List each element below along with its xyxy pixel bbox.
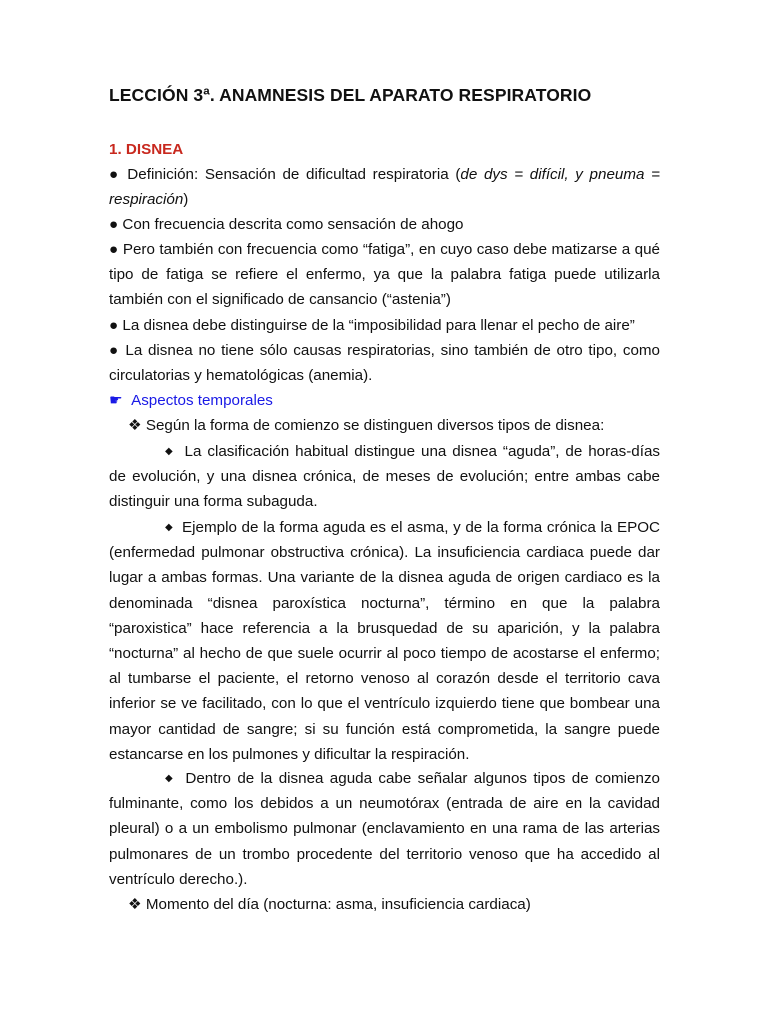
bullet-ahogo: ● Con frecuencia descrita como sensación de ahogo: [109, 216, 464, 233]
temporal-heading: [109, 388, 660, 413]
bullet-fatiga: ● Pero también con frecuencia como “fatiga”, en cuyo caso debe matizarse a qué tipo de fatiga se refiere el enfermo, ya que la palabra fatiga puede utilizarla también con el significado de cansancio (“astenia”): [109, 241, 660, 309]
temporal-heading-label: Aspectos temporales: [131, 392, 273, 409]
definition-etymology: de dys = difícil, y pneuma = respiración: [109, 166, 660, 209]
small-diamond-icon: ◆: [165, 773, 173, 784]
temporal-sub-ejemplo-text: Ejemplo de la forma aguda es el asma, y de la forma crónica la EPOC (enfermedad pulmonar obstructiva crónica). La insuficiencia cardiaca puede dar lugar a ambas formas. Una variante de la disnea aguda de origen cardiaco es la denominada “disnea paroxística nocturna”, término en que la palabra “paroxistica” hace referencia a la brusquedad de su aparición, y la palabra “nocturna” al hecho de que suele ocurrir al poco tiempo de acostarse el enfermo; al tumbarse el paciente, el retorno venoso al corazón desde el territorio cava inferior se ve facilitado, con lo que el ventrículo izquierdo tiene que bombear una mayor cantidad de sangre; si su función está comprometida, la sangre puede estancarse en los pulmones y dificultar la respiración.: [109, 519, 660, 763]
definition-label: ● Definición: Sensación de dificultad respiratoria (: [109, 166, 461, 183]
temporal-sub-clasificacion: [109, 439, 660, 515]
four-diamond-icon: ❖: [128, 896, 142, 913]
small-diamond-icon: ◆: [165, 446, 173, 457]
four-diamond-icon: ❖: [128, 417, 142, 434]
temporal-sub-ejemplo: [109, 515, 660, 767]
temporal-sub-fulminante-text: Dentro de la disnea aguda cabe señalar algunos tipos de comienzo fulminante, como los debidos a un neumotórax (entrada de aire en la cavidad pleural) o a un embolismo pulmonar (enclavamiento en una rama de las arterias pulmonares de un trombo procedente del territorio venoso que ha accedido al ventrículo derecho.).: [109, 770, 660, 888]
temporal-point-momento: [109, 892, 679, 917]
lesson-title: LECCIÓN 3ª. ANAMNESIS DEL APARATO RESPIRATORIO: [109, 85, 592, 105]
temporal-point-momento-text: Momento del día (nocturna: asma, insuficiencia cardiaca): [145, 896, 531, 913]
bullet-causas: ● La disnea no tiene sólo causas respiratorias, sino también de otro tipo, como circulatorias y hematológicas (anemia).: [109, 342, 660, 385]
temporal-point-comienzo: [109, 413, 679, 438]
temporal-sub-fulminante: [109, 766, 660, 892]
small-diamond-icon: ◆: [165, 522, 173, 533]
temporal-sub-clasificacion-text: La clasificación habitual distingue una disnea “aguda”, de horas-días de evolución, y una disnea crónica, de meses de evolución; entre ambas cabe distinguir una forma subaguda.: [109, 443, 660, 511]
bullet-imposibilidad: ● La disnea debe distinguirse de la “imposibilidad para llenar el pecho de aire”: [109, 317, 635, 334]
temporal-point-comienzo-text: Según la forma de comienzo se distinguen diversos tipos de disnea:: [145, 417, 605, 434]
section-heading-disnea: 1. DISNEA: [109, 141, 184, 158]
definition-paragraph: [109, 162, 660, 212]
definition-close: ): [183, 191, 189, 209]
pointing-hand-icon: ☛: [109, 392, 123, 409]
